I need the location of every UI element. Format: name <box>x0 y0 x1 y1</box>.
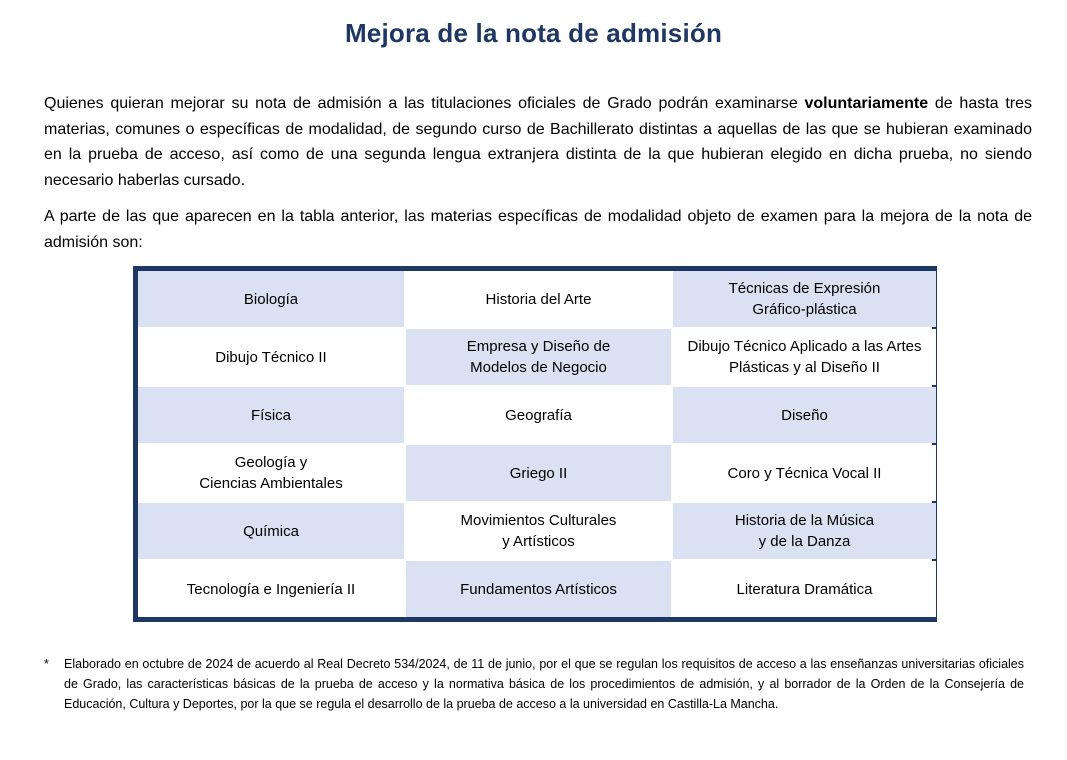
intro-paragraph <box>44 91 1032 193</box>
subject-cell: Historia del Arte <box>406 271 671 327</box>
subject-cell: Coro y Técnica Vocal II <box>673 445 936 501</box>
subject-cell: Química <box>138 503 404 559</box>
subject-cell: Biología <box>138 271 404 327</box>
subject-cell: Literatura Dramática <box>673 561 936 617</box>
subject-cell: Empresa y Diseño de Modelos de Negocio <box>406 329 671 385</box>
page-title: Mejora de la nota de admisión <box>344 18 723 48</box>
footnote-marker: * <box>44 657 49 671</box>
intro-text-start: Quienes quieran mejorar su nota de admisión a las titulaciones oficiales de Grado podrán examinarse <box>44 95 805 112</box>
subject-cell: Geografía <box>406 387 671 443</box>
subject-cell: Dibujo Técnico Aplicado a las Artes Plásticas y al Diseño II <box>673 329 936 385</box>
intro-text-end: de hasta tres materias, comunes o específicas de modalidad, de segundo curso de Bachillerato distintas a aquellas de las que se hubieran examinado en la prueba de acceso, así como de una segunda lengua extranjera distinta de la que hubieran elegido en dicha prueba, no siendo necesario haberlas cursado. <box>44 95 1032 189</box>
subject-cell: Técnicas de Expresión Gráfico-plástica <box>673 271 936 327</box>
subject-cell: Historia de la Música y de la Danza <box>673 503 936 559</box>
subjects-table <box>133 266 937 622</box>
subject-cell: Geología y Ciencias Ambientales <box>138 445 404 501</box>
footnote <box>44 654 1024 714</box>
subject-cell: Fundamentos Artísticos <box>406 561 671 617</box>
subject-cell: Dibujo Técnico II <box>138 329 404 385</box>
subject-cell: Física <box>138 387 404 443</box>
subject-cell: Tecnología e Ingeniería II <box>138 561 404 617</box>
subject-cell: Movimientos Culturales y Artísticos <box>406 503 671 559</box>
subjects-intro-paragraph: A parte de las que aparecen en la tabla anterior, las materias específicas de modalidad objeto de examen para la mejora de la nota de admisión son: <box>44 208 1032 251</box>
intro-text-bold: voluntariamente <box>804 95 929 112</box>
footnote-text: Elaborado en octubre de 2024 de acuerdo al Real Decreto 534/2024, de 11 de junio, por el que se regulan los requisitos de acceso a las enseñanzas universitarias oficiales de Grado, las características básicas de la prueba de acceso y la normativa básica de los procedimientos de admisión, y al borrador de la Orden de la Consejería de Educación, Cultura y Deportes, por la que se regula el desarrollo de la prueba de acceso a la universidad en Castilla-La Mancha. <box>64 657 1024 711</box>
subject-cell: Griego II <box>406 445 671 501</box>
subject-cell: Diseño <box>673 387 936 443</box>
